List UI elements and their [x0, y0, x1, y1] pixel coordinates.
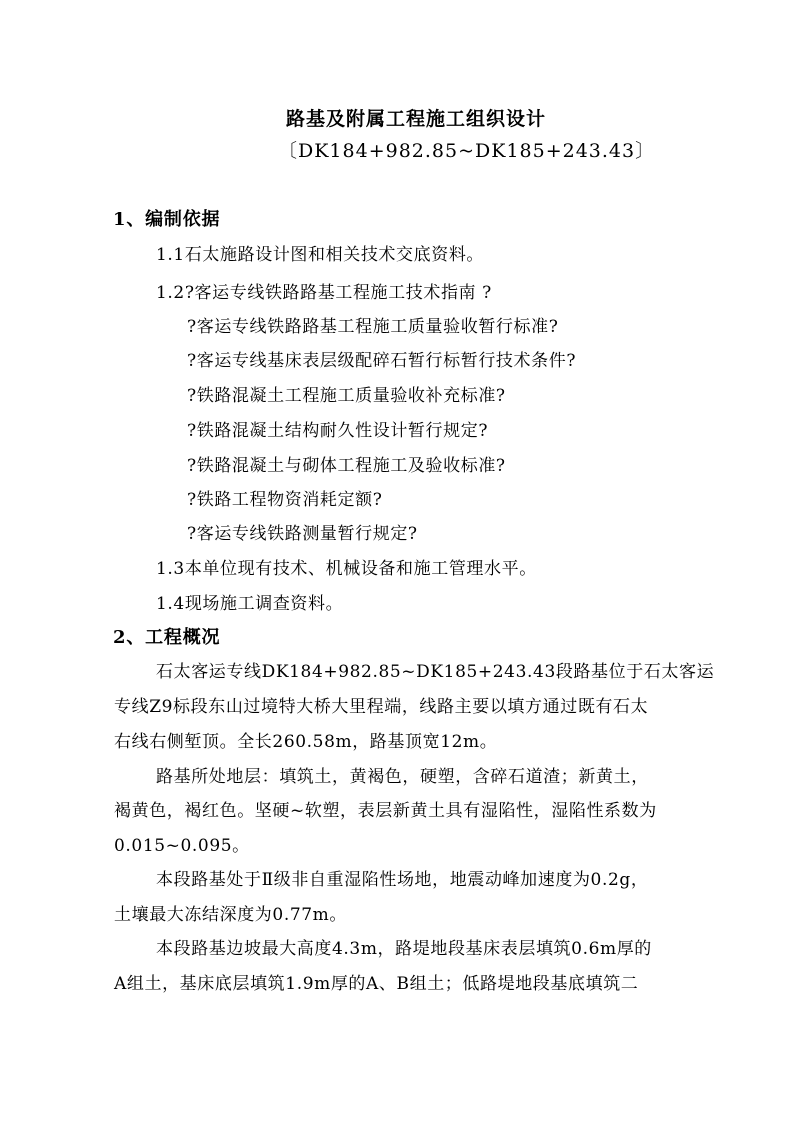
list-item: ?铁路混凝土与砌体工程施工及验收标准? [187, 456, 506, 476]
paragraph-line: 褐黄色，褐红色。坚硬~软塑，表层新黄土具有湿陷性，湿陷性系数为 [114, 801, 657, 821]
paragraph-line: 石太客运专线DK184+982.85~DK185+243.43段路基位于石太客运 [156, 662, 715, 682]
list-item: ?客运专线基床表层级配碎石暂行标暂行技术条件? [187, 351, 577, 371]
section-heading-1: 1、编制依据 [113, 209, 221, 230]
list-item: ?铁路混凝土工程施工质量验收补充标准? [187, 386, 506, 406]
document-title: 路基及附属工程施工组织设计 [286, 108, 547, 130]
list-item: ?客运专线铁路测量暂行规定? [187, 524, 418, 544]
paragraph-line: 专线Z9标段东山过境特大桥大里程端，线路主要以填方通过既有石太 [114, 697, 649, 717]
document-subtitle: 〔DK184+982.85~DK185+243.43〕 [278, 140, 656, 162]
section-heading-2: 2、工程概况 [113, 627, 221, 648]
paragraph-line: A组土，基床底层填筑1.9m厚的A、B组土；低路堤地段基底填筑二 [114, 974, 639, 994]
paragraph-line: 本段路基处于Ⅱ级非自重湿陷性场地，地震动峰加速度为0.2g， [156, 870, 649, 890]
list-item: 1.3本单位现有技术、机械设备和施工管理水平。 [156, 559, 537, 579]
paragraph-line: 本段路基边坡最大高度4.3m，路堤地段基床表层填筑0.6m厚的 [156, 939, 652, 959]
paragraph-line: 0.015~0.095。 [114, 836, 250, 856]
list-item: ?铁路工程物资消耗定额? [187, 490, 383, 510]
paragraph-line: 土壤最大冻结深度为0.77m。 [114, 905, 347, 925]
list-item: 1.2?客运专线铁路路基工程施工技术指南 ? [156, 283, 492, 303]
list-item: ?客运专线铁路路基工程施工质量验收暂行标准? [187, 317, 559, 337]
paragraph-line: 路基所处地层：填筑土，黄褐色，硬塑，含碎石道渣；新黄土， [156, 767, 649, 787]
list-item: 1.1石太施路设计图和相关技术交底资料。 [156, 245, 485, 265]
list-item: 1.4现场施工调查资料。 [156, 594, 344, 614]
paragraph-line: 右线右侧堑顶。全长260.58m，路基顶宽12m。 [114, 732, 498, 752]
list-item: ?铁路混凝土结构耐久性设计暂行规定? [187, 421, 489, 441]
